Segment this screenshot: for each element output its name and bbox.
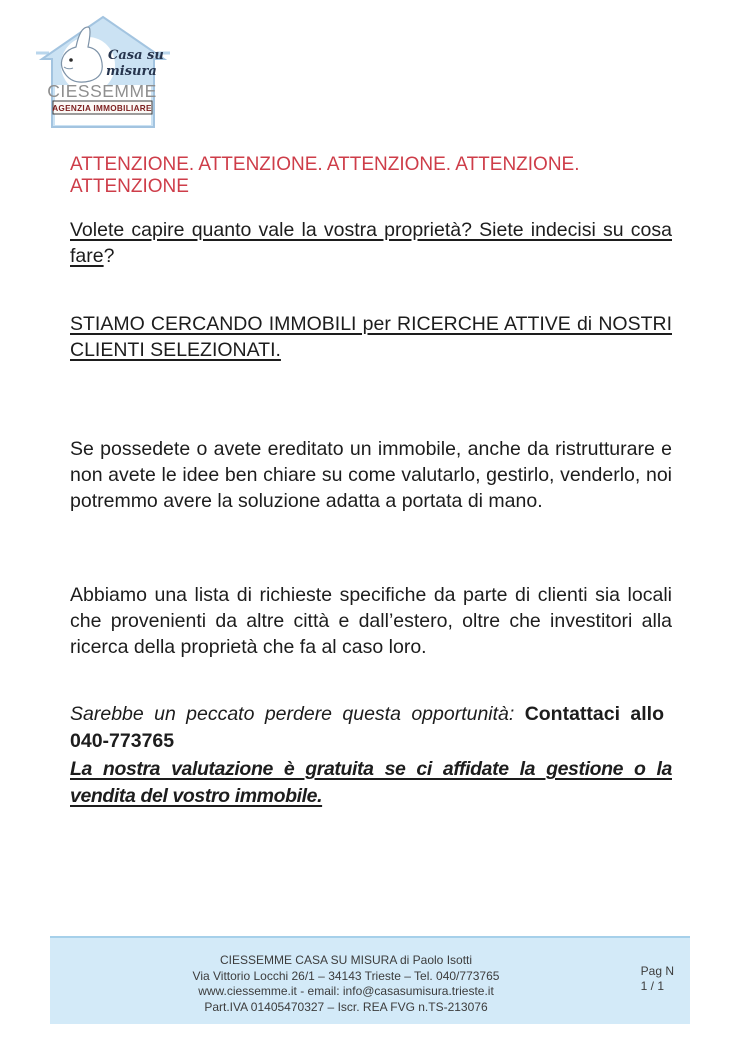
paragraph-client-list: Abbiamo una lista di richieste specifiche da parte di clienti sia locali che provenienti da altre città e dall’estero, oltre che investitori alla ricerca della proprietà che fa al caso loro. [70,584,672,658]
house-logo-icon [36,14,170,132]
closing-statement-text: La nostra valutazione è gratuita se ci affidate la gestione o la vendita del vostro immobile. [70,758,672,807]
intro-question [70,217,672,269]
headline [70,311,672,363]
rabbit-eye [69,58,73,62]
cta-phone-bold: Contattaci allo 040-773765 [70,703,664,752]
page-number-block [641,964,674,994]
page-number-value: 1 / 1 [640,979,664,993]
logo-brand-text: CIESSEMME [47,81,157,101]
headline-text: STIAMO CERCANDO IMMOBILI per RICERCHE ATTIVE di NOSTRI CLIENTI SELEZIONATI. [70,313,672,361]
intro-question-underlined: Volete capire quanto vale la vostra proprietà? Siete indecisi su cosa fare [70,219,672,267]
logo-script-line1: Casa su [108,48,164,63]
closing-statement [70,756,672,810]
footer-web-email-line: www.ciessemme.it - email: info@casasumisura.trieste.it [198,984,494,998]
logo-banner-text: AGENZIA IMMOBILIARE [52,104,152,113]
call-to-action [70,701,664,755]
footer-contact-block [50,953,642,1015]
attention-line: ATTENZIONE. ATTENZIONE. ATTENZIONE. ATTENZIONE. ATTENZIONE [70,154,580,197]
page-number-label: Pag N [640,964,674,978]
paragraph-owning-property: Se possedete o avete ereditato un immobile, anche da ristrutturare e non avete le idee ben chiare su come valutarlo, gestirlo, venderlo, noi potremmo avere la soluzione adatta a portata di mano. [70,438,672,512]
footer-company-line: CIESSEMME CASA SU MISURA di Paolo Isotti [219,953,473,967]
cta-lead-italic: Sarebbe un peccato perdere questa opportunità: [70,703,515,725]
footer-vat-line: Part.IVA 01405470327 – Iscr. REA FVG n.TS-213076 [204,999,488,1014]
agency-logo [36,14,170,132]
footer-band [50,936,690,1024]
intro-question-mark: ? [103,245,115,267]
logo-script-line2: misura [106,64,157,79]
footer-address-line: Via Vittorio Locchi 26/1 – 34143 Trieste – Tel. 040/773765 [192,968,500,983]
